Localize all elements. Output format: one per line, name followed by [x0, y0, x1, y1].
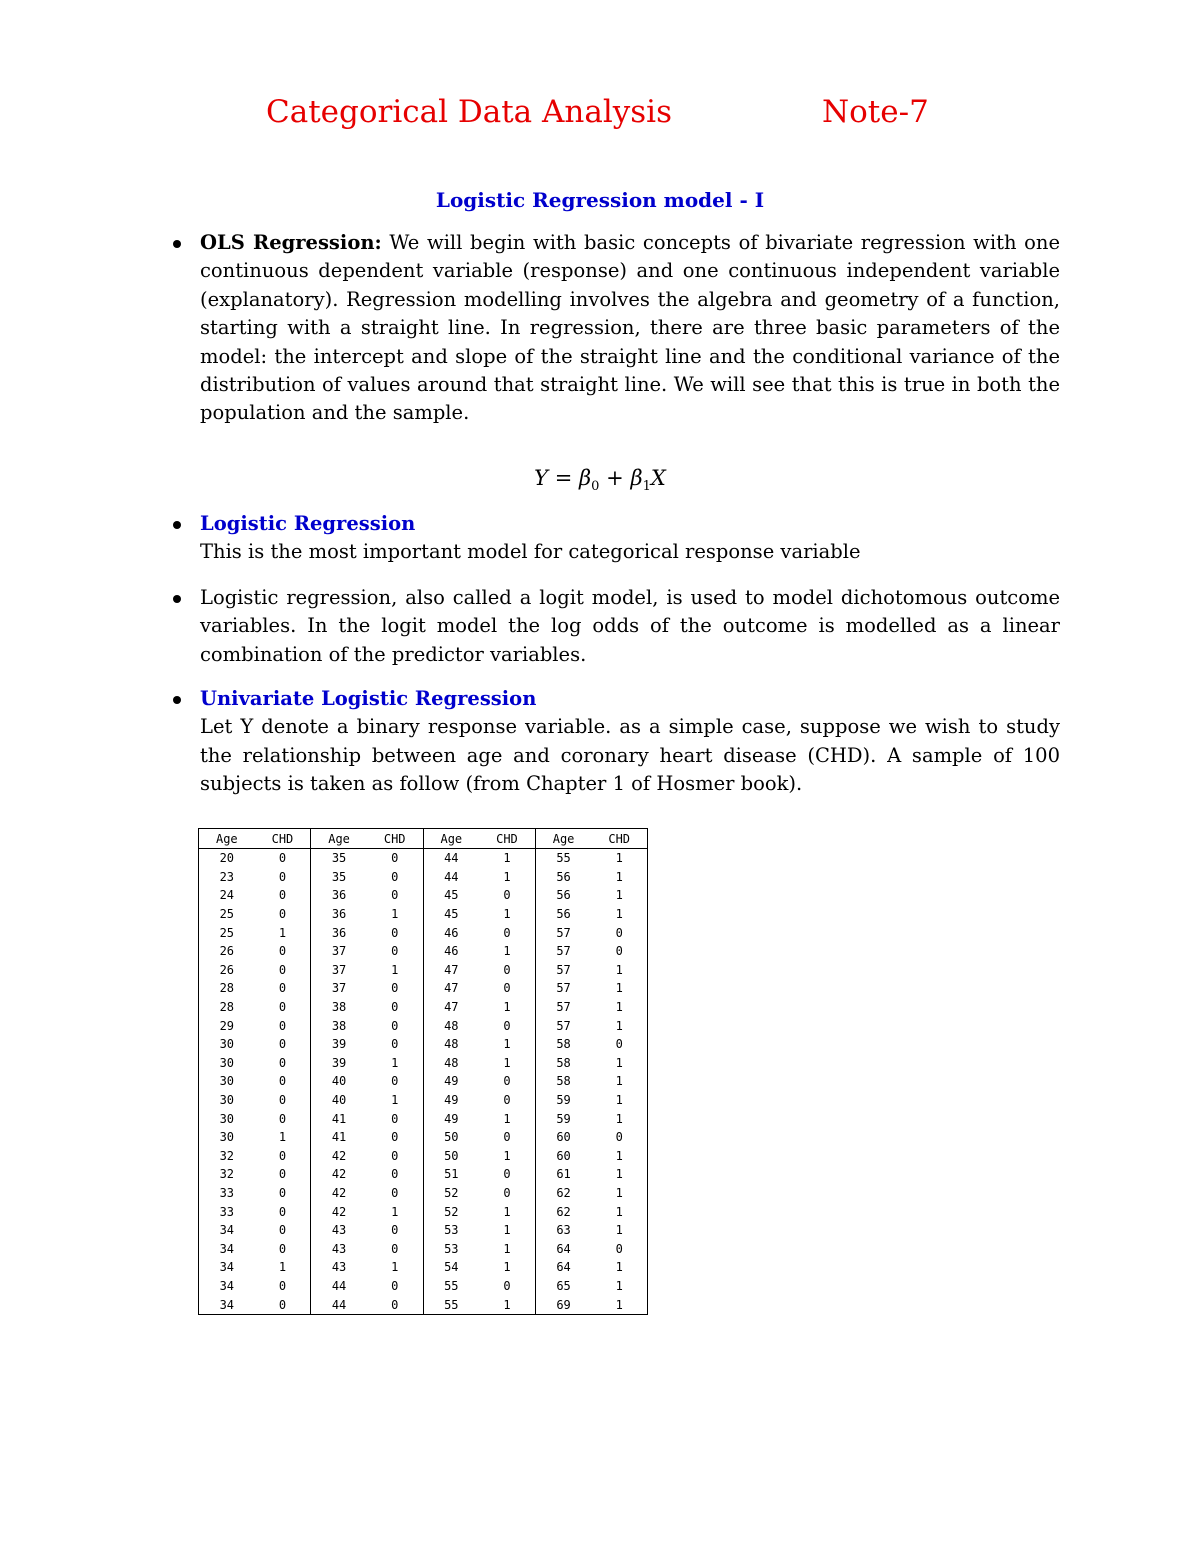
- cell-age: 41: [311, 1128, 367, 1147]
- cell-chd: 0: [278, 1093, 287, 1108]
- cell-chd: 1: [615, 1297, 623, 1312]
- cell-chd: 0: [278, 1297, 287, 1312]
- cell-age: 40: [311, 1091, 367, 1110]
- cell-chd: 1: [503, 1037, 511, 1052]
- cell-chd: 0: [391, 981, 399, 996]
- cell-chd: 0: [391, 1037, 399, 1052]
- cell-age: 30: [219, 1074, 235, 1089]
- cell-chd: 0: [391, 851, 399, 866]
- cell-chd: 0: [278, 1055, 287, 1070]
- cell-age: 47: [423, 979, 479, 998]
- cell-age: 34: [219, 1278, 235, 1293]
- cell-age: 55: [535, 849, 591, 868]
- column-header-chd: CHD: [367, 829, 423, 849]
- cell-age: 53: [423, 1239, 479, 1258]
- cell-age: 65: [535, 1277, 591, 1296]
- cell-chd: 1: [278, 925, 287, 940]
- cell-chd: 0: [391, 1241, 399, 1256]
- table-row: [199, 979, 648, 998]
- cell-age: 44: [423, 868, 479, 887]
- table-row: [199, 1016, 648, 1035]
- cell-chd: 0: [391, 1223, 399, 1238]
- cell-chd: 1: [503, 1055, 511, 1070]
- cell-age: 42: [311, 1147, 367, 1166]
- cell-chd: 1: [615, 1185, 623, 1200]
- cell-chd: 0: [278, 962, 287, 977]
- cell-age: 57: [535, 1016, 591, 1035]
- cell-chd: 1: [391, 1204, 399, 1219]
- column-header-age: Age: [311, 829, 367, 849]
- column-header-age: Age: [535, 829, 591, 849]
- cell-chd: 1: [391, 962, 399, 977]
- cell-age: 29: [219, 1018, 235, 1033]
- cell-age: 42: [311, 1165, 367, 1184]
- cell-age: 20: [219, 851, 235, 866]
- cell-age: 28: [219, 981, 235, 996]
- table-row: [199, 1239, 648, 1258]
- cell-age: 23: [219, 869, 235, 884]
- equation-x: X: [650, 466, 666, 490]
- cell-age: 40: [311, 1072, 367, 1091]
- column-header-age: Age: [423, 829, 479, 849]
- cell-chd: 1: [278, 1260, 287, 1275]
- cell-chd: 0: [278, 1148, 287, 1163]
- cell-age: 57: [535, 961, 591, 980]
- table-header-row: [199, 829, 648, 849]
- cell-age: 42: [311, 1184, 367, 1203]
- cell-age: 39: [311, 1035, 367, 1054]
- cell-age: 59: [535, 1109, 591, 1128]
- cell-age: 62: [535, 1184, 591, 1203]
- cell-age: 25: [219, 907, 235, 922]
- cell-age: 64: [535, 1258, 591, 1277]
- cell-age: 45: [423, 886, 479, 905]
- cell-chd: 0: [278, 1037, 287, 1052]
- cell-chd: 0: [278, 1204, 287, 1219]
- table-row: [199, 1035, 648, 1054]
- cell-chd: 0: [503, 1074, 511, 1089]
- bullet-dot: [173, 696, 181, 704]
- bullet-body: [200, 584, 1060, 669]
- column-header-age: Age: [199, 829, 255, 849]
- bullet-lead: Univariate Logistic Regression: [200, 687, 537, 710]
- table-row: [199, 1128, 648, 1147]
- bullet-logit-model: [173, 584, 1060, 669]
- cell-age: 32: [219, 1167, 235, 1182]
- cell-chd: 0: [503, 962, 511, 977]
- table-row: [199, 1295, 648, 1314]
- bullet-logistic-regression: [173, 510, 1060, 567]
- table-row: [199, 998, 648, 1017]
- cell-chd: 0: [503, 888, 511, 903]
- cell-age: 43: [311, 1239, 367, 1258]
- table-row: [199, 961, 648, 980]
- cell-age: 32: [219, 1148, 235, 1163]
- cell-chd: 1: [503, 907, 511, 922]
- cell-age: 49: [423, 1091, 479, 1110]
- cell-chd: 1: [503, 869, 511, 884]
- cell-age: 53: [423, 1221, 479, 1240]
- cell-age: 30: [219, 1037, 235, 1052]
- cell-age: 52: [423, 1202, 479, 1221]
- cell-age: 33: [219, 1204, 235, 1219]
- cell-age: 61: [535, 1165, 591, 1184]
- cell-chd: 1: [615, 981, 623, 996]
- equation-beta1: β: [630, 466, 643, 490]
- cell-age: 56: [535, 886, 591, 905]
- cell-age: 58: [535, 1072, 591, 1091]
- cell-chd: 1: [503, 1148, 511, 1163]
- cell-chd: 1: [615, 1148, 623, 1163]
- table-row: [199, 1258, 648, 1277]
- column-header-chd: CHD: [255, 829, 311, 849]
- cell-age: 36: [311, 905, 367, 924]
- table-row: [199, 849, 648, 868]
- cell-chd: 0: [391, 944, 399, 959]
- cell-age: 34: [219, 1223, 235, 1238]
- cell-age: 69: [535, 1295, 591, 1314]
- cell-chd: 0: [503, 1278, 511, 1293]
- cell-age: 57: [535, 923, 591, 942]
- cell-chd: 1: [615, 1223, 623, 1238]
- cell-age: 45: [423, 905, 479, 924]
- cell-age: 44: [311, 1277, 367, 1296]
- cell-chd: 0: [391, 1111, 399, 1126]
- cell-age: 30: [219, 1093, 235, 1108]
- table-row: [199, 1202, 648, 1221]
- cell-age: 49: [423, 1072, 479, 1091]
- cell-chd: 1: [391, 907, 399, 922]
- cell-age: 42: [311, 1202, 367, 1221]
- age-chd-table: [198, 828, 648, 1315]
- cell-age: 25: [219, 925, 235, 940]
- cell-age: 38: [311, 998, 367, 1017]
- cell-chd: 0: [615, 925, 623, 940]
- cell-age: 36: [311, 886, 367, 905]
- cell-age: 55: [423, 1295, 479, 1314]
- cell-age: 57: [535, 942, 591, 961]
- cell-chd: 1: [615, 1278, 623, 1293]
- cell-chd: 0: [391, 1185, 399, 1200]
- cell-chd: 0: [503, 1130, 511, 1145]
- table-row: [199, 1091, 648, 1110]
- cell-chd: 0: [503, 1093, 511, 1108]
- cell-age: 46: [423, 942, 479, 961]
- cell-chd: 0: [391, 1297, 399, 1312]
- cell-age: 34: [219, 1297, 235, 1312]
- equation-beta1-subscript: 1: [642, 479, 651, 495]
- cell-chd: 0: [278, 1167, 287, 1182]
- cell-chd: 0: [391, 888, 399, 903]
- bullet-dot: [173, 240, 181, 248]
- cell-age: 33: [219, 1185, 235, 1200]
- cell-chd: 1: [615, 1093, 623, 1108]
- cell-chd: 0: [615, 1241, 623, 1256]
- bullet-text: Let Y denote a binary response variable. as a simple case, suppose we wish to study the relationship between age and coronary heart disease (CHD). A sample of 100 subjects is taken as follow (from Chapter 1 of Hosmer book).: [200, 715, 1060, 796]
- equation-equals: =: [554, 466, 573, 490]
- cell-age: 48: [423, 1016, 479, 1035]
- cell-chd: 1: [615, 1000, 623, 1015]
- table-row: [199, 1221, 648, 1240]
- cell-chd: 1: [503, 1111, 511, 1126]
- table-row: [199, 923, 648, 942]
- table-row: [199, 942, 648, 961]
- cell-chd: 1: [615, 1055, 623, 1070]
- cell-age: 44: [423, 849, 479, 868]
- cell-age: 46: [423, 923, 479, 942]
- cell-age: 37: [311, 979, 367, 998]
- table-row: [199, 1184, 648, 1203]
- column-header-chd: CHD: [479, 829, 535, 849]
- cell-chd: 0: [391, 1278, 399, 1293]
- bullet-dot: [173, 595, 181, 603]
- cell-age: 48: [423, 1035, 479, 1054]
- cell-chd: 1: [615, 1018, 623, 1033]
- cell-chd: 1: [503, 851, 511, 866]
- cell-age: 57: [535, 998, 591, 1017]
- equation-beta0: β: [579, 466, 592, 490]
- cell-age: 51: [423, 1165, 479, 1184]
- cell-age: 26: [219, 962, 235, 977]
- cell-chd: 1: [615, 1260, 623, 1275]
- cell-age: 37: [311, 961, 367, 980]
- bullet-body: [200, 229, 1060, 428]
- cell-chd: 0: [391, 1018, 399, 1033]
- cell-chd: 0: [278, 944, 287, 959]
- cell-age: 37: [311, 942, 367, 961]
- cell-chd: 1: [391, 1055, 399, 1070]
- section-heading: Logistic Regression model - I: [435, 188, 765, 212]
- cell-chd: 0: [278, 981, 287, 996]
- cell-age: 44: [311, 1295, 367, 1314]
- cell-chd: 1: [615, 1204, 623, 1219]
- cell-age: 24: [219, 888, 235, 903]
- cell-chd: 0: [278, 1223, 287, 1238]
- bullet-dot: [173, 521, 181, 529]
- cell-age: 63: [535, 1221, 591, 1240]
- cell-chd: 0: [278, 1278, 287, 1293]
- cell-age: 60: [535, 1147, 591, 1166]
- cell-age: 60: [535, 1128, 591, 1147]
- table-row: [199, 1072, 648, 1091]
- cell-chd: 0: [391, 1130, 399, 1145]
- page-header: [0, 94, 1200, 138]
- cell-chd: 0: [278, 1074, 287, 1089]
- cell-age: 43: [311, 1258, 367, 1277]
- cell-age: 59: [535, 1091, 591, 1110]
- cell-age: 38: [311, 1016, 367, 1035]
- cell-age: 47: [423, 961, 479, 980]
- cell-age: 55: [423, 1277, 479, 1296]
- table-row: [199, 905, 648, 924]
- cell-age: 28: [219, 1000, 235, 1015]
- table-row: [199, 1165, 648, 1184]
- bullet-lead: Logistic Regression: [200, 512, 416, 535]
- cell-age: 57: [535, 979, 591, 998]
- cell-chd: 0: [278, 888, 287, 903]
- cell-age: 41: [311, 1109, 367, 1128]
- cell-chd: 0: [391, 1167, 399, 1182]
- table-row: [199, 1054, 648, 1073]
- cell-chd: 1: [391, 1093, 399, 1108]
- cell-chd: 0: [391, 1074, 399, 1089]
- cell-chd: 1: [615, 851, 623, 866]
- cell-age: 50: [423, 1147, 479, 1166]
- equation-plus: +: [606, 466, 624, 490]
- cell-age: 36: [311, 923, 367, 942]
- cell-age: 50: [423, 1128, 479, 1147]
- table-row: [199, 1277, 648, 1296]
- cell-chd: 0: [278, 1000, 287, 1015]
- cell-chd: 1: [503, 1297, 511, 1312]
- cell-chd: 1: [503, 1000, 511, 1015]
- cell-age: 30: [219, 1130, 235, 1145]
- bullet-body: [200, 510, 1060, 567]
- cell-age: 54: [423, 1258, 479, 1277]
- cell-chd: 1: [503, 944, 511, 959]
- note-number: Note-7: [822, 94, 929, 130]
- cell-age: 30: [219, 1111, 235, 1126]
- cell-chd: 1: [503, 1241, 511, 1256]
- cell-chd: 1: [503, 1204, 511, 1219]
- cell-age: 48: [423, 1054, 479, 1073]
- cell-chd: 0: [278, 1111, 287, 1126]
- cell-chd: 0: [391, 925, 399, 940]
- cell-age: 58: [535, 1054, 591, 1073]
- regression-equation: [0, 466, 1200, 494]
- cell-age: 56: [535, 868, 591, 887]
- cell-chd: 0: [503, 1167, 511, 1182]
- cell-age: 62: [535, 1202, 591, 1221]
- table-row: [199, 1109, 648, 1128]
- cell-age: 30: [219, 1055, 235, 1070]
- cell-chd: 0: [391, 1000, 399, 1015]
- cell-chd: 1: [615, 869, 623, 884]
- bullet-text: We will begin with basic concepts of bivariate regression with one continuous dependent variable (response) and one continuous independent variable (explanatory). Regression modelling involves the algebra and geometry of a function, starting with a straight line. In regression, there are three basic parameters of the model: the intercept and slope of the straight line and the conditional variance of the distribution of values around that straight line. We will see that this is true in both the population and the sample.: [200, 231, 1060, 425]
- cell-chd: 0: [391, 869, 399, 884]
- cell-chd: 0: [278, 907, 287, 922]
- cell-chd: 1: [278, 1130, 287, 1145]
- cell-chd: 0: [615, 1037, 623, 1052]
- cell-age: 58: [535, 1035, 591, 1054]
- cell-age: 35: [311, 849, 367, 868]
- cell-age: 52: [423, 1184, 479, 1203]
- cell-chd: 0: [503, 1185, 511, 1200]
- column-header-chd: CHD: [591, 829, 647, 849]
- cell-chd: 1: [615, 962, 623, 977]
- bullet-univariate-logistic-regression: [173, 685, 1060, 799]
- cell-age: 39: [311, 1054, 367, 1073]
- bullet-text: This is the most important model for categorical response variable: [200, 540, 861, 564]
- cell-age: 47: [423, 998, 479, 1017]
- cell-chd: 1: [503, 1223, 511, 1238]
- cell-chd: 0: [278, 1018, 287, 1033]
- cell-age: 43: [311, 1221, 367, 1240]
- cell-chd: 0: [503, 981, 511, 996]
- cell-chd: 0: [615, 944, 623, 959]
- cell-chd: 0: [503, 925, 511, 940]
- cell-chd: 1: [503, 1260, 511, 1275]
- cell-chd: 1: [615, 1074, 623, 1089]
- cell-chd: 0: [615, 1130, 623, 1145]
- cell-chd: 1: [615, 907, 623, 922]
- table-row: [199, 1147, 648, 1166]
- cell-chd: 0: [278, 851, 287, 866]
- cell-chd: 1: [615, 1167, 623, 1182]
- table-row: [199, 886, 648, 905]
- cell-chd: 1: [391, 1260, 399, 1275]
- cell-chd: 0: [278, 869, 287, 884]
- cell-age: 34: [219, 1241, 235, 1256]
- bullet-text: Logistic regression, also called a logit model, is used to model dichotomous outcome variables. In the logit model the log odds of the outcome is modelled as a linear combination of the predictor variables.: [200, 586, 1060, 666]
- cell-age: 49: [423, 1109, 479, 1128]
- cell-chd: 0: [503, 1018, 511, 1033]
- bullet-ols-regression: [173, 229, 1060, 428]
- cell-chd: 1: [615, 888, 623, 903]
- cell-age: 34: [219, 1260, 235, 1275]
- bullet-body: [200, 685, 1060, 799]
- equation-lhs: Y: [534, 466, 549, 490]
- cell-age: 35: [311, 868, 367, 887]
- bullet-lead: OLS Regression:: [200, 231, 382, 254]
- table-row: [199, 868, 648, 887]
- cell-chd: 0: [278, 1241, 287, 1256]
- cell-age: 26: [219, 944, 235, 959]
- cell-chd: 1: [615, 1111, 623, 1126]
- equation-beta0-subscript: 0: [591, 479, 600, 495]
- cell-chd: 0: [278, 1185, 287, 1200]
- document-title: Categorical Data Analysis: [266, 94, 672, 130]
- cell-chd: 0: [391, 1148, 399, 1163]
- cell-age: 64: [535, 1239, 591, 1258]
- cell-age: 56: [535, 905, 591, 924]
